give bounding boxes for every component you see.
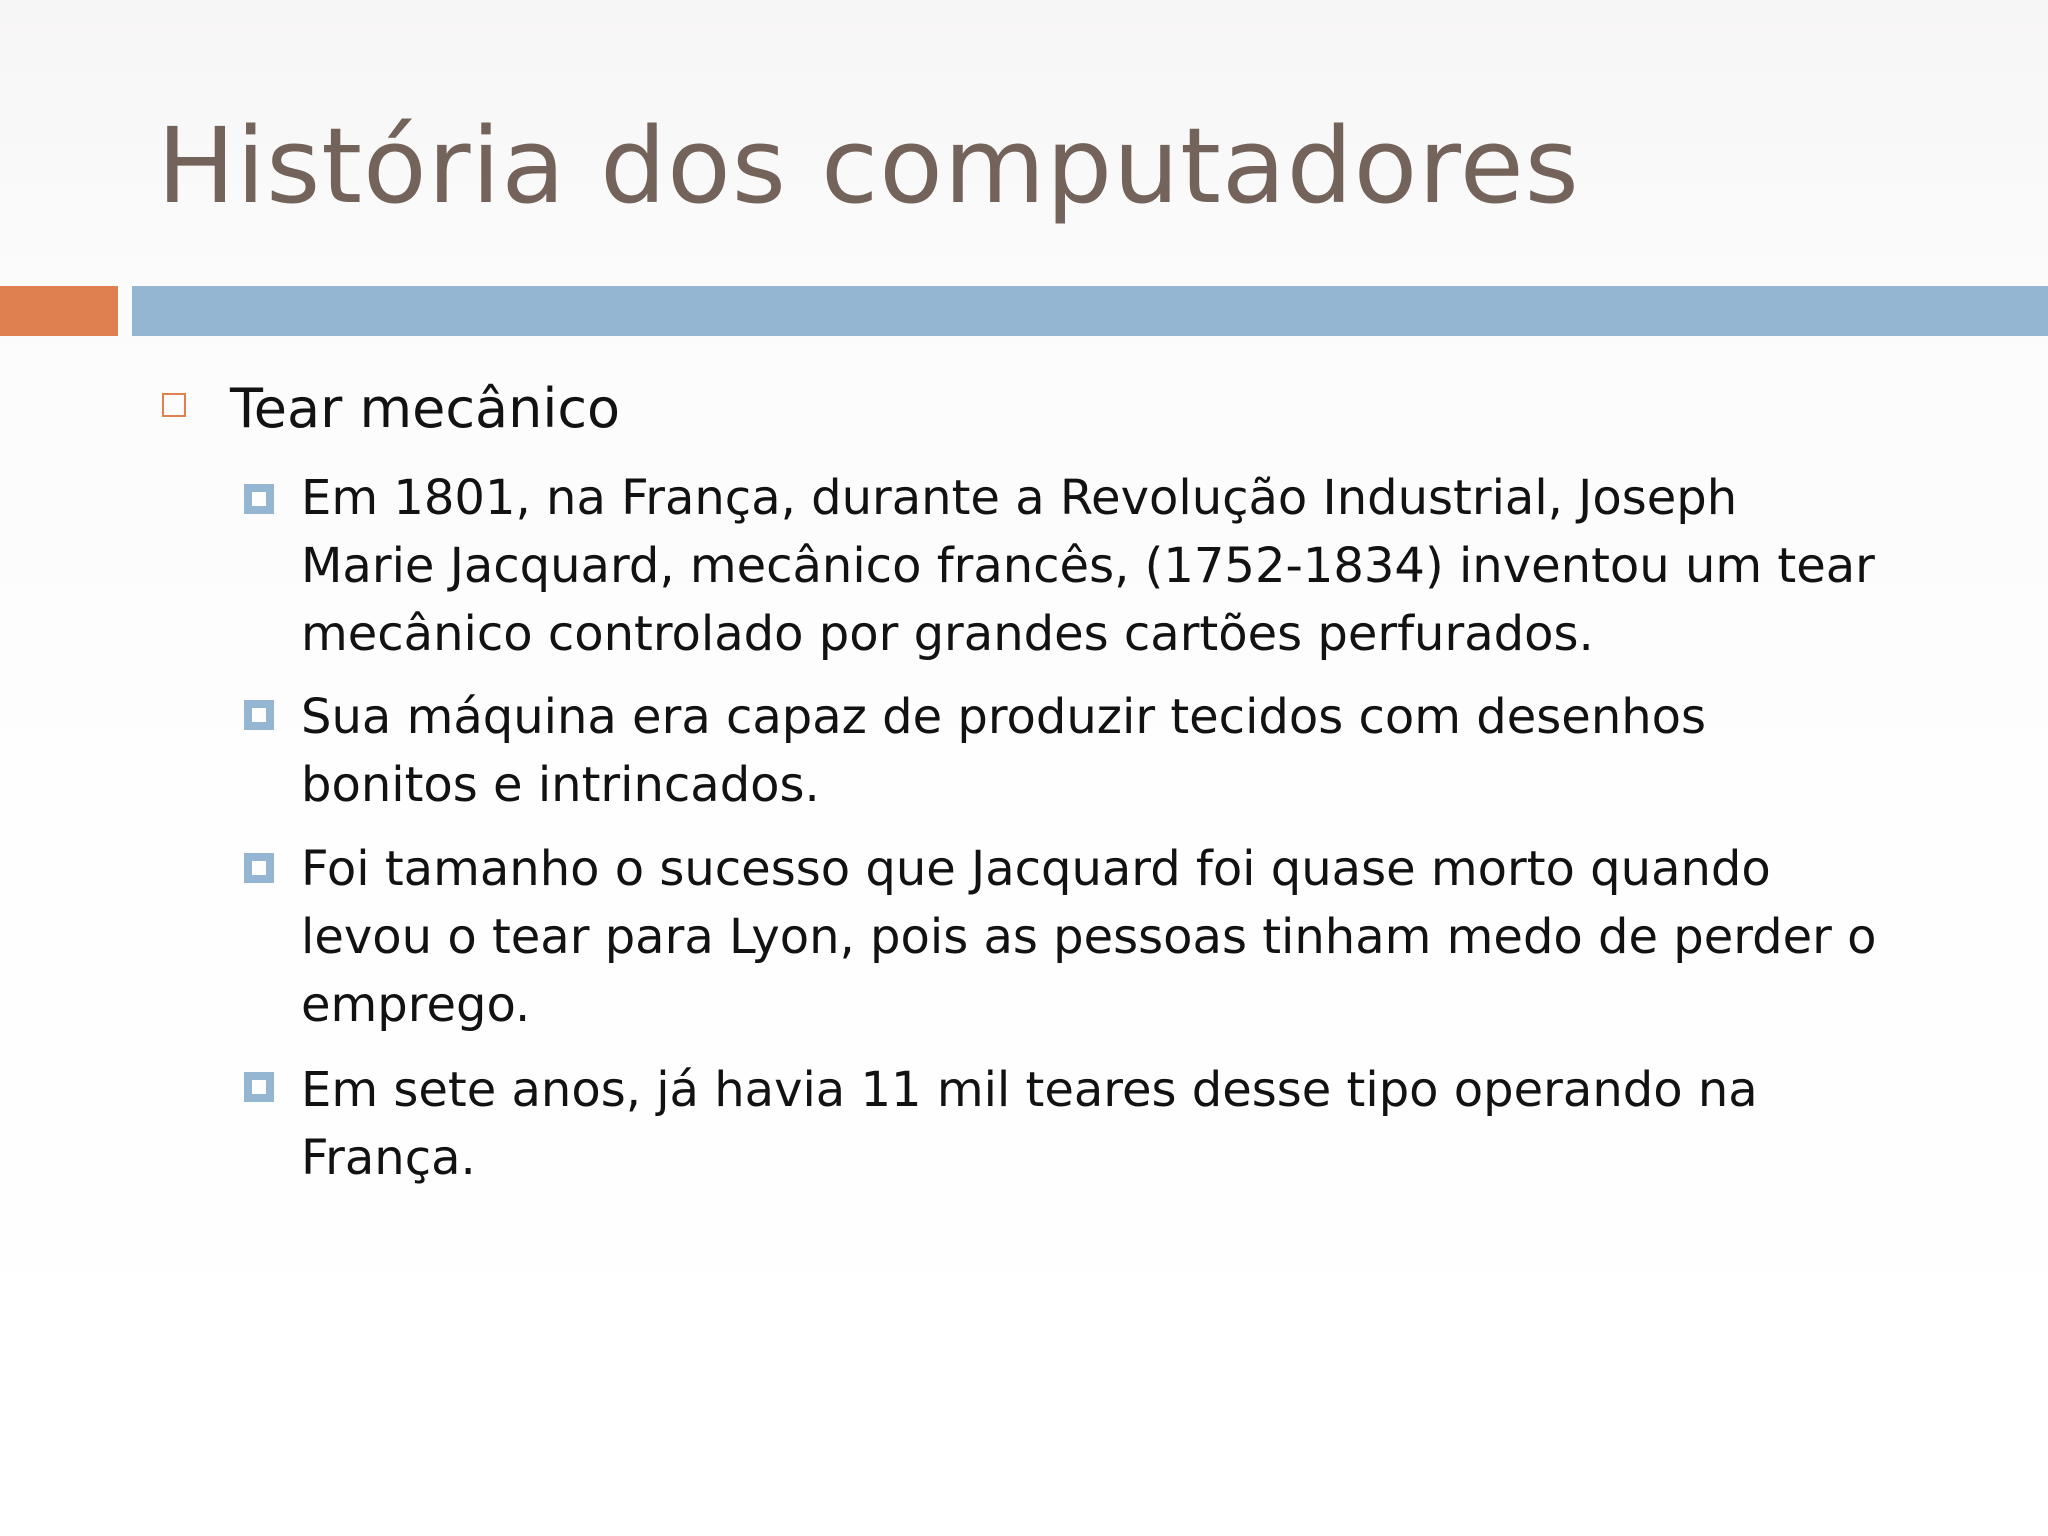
list-item-line: bonitos e intrincados. [301,757,820,813]
list-item-line: Sua máquina era capaz de produzir tecidos com desenhos [301,689,1707,745]
list-item-line: Em 1801, na França, durante a Revolução Industrial, Joseph [301,470,1738,526]
square-bullet-icon [244,1072,274,1102]
list-item-line: levou o tear para Lyon, pois as pessoas tinham medo de perder o [301,909,1877,965]
list-item-line: França. [301,1130,476,1186]
square-bullet-icon [244,853,274,883]
list-item-line: Marie Jacquard, mecânico francês, (1752-1834) inventou um tear [301,538,1875,594]
square-bullet-icon [244,484,274,514]
list-item-line: mecânico controlado por grandes cartões perfurados. [301,606,1594,662]
list-item [301,683,1981,819]
list-item-line: Em sete anos, já havia 11 mil teares desse tipo operando na [301,1062,1758,1118]
list-item [301,464,1981,668]
list-item-line: Foi tamanho o sucesso que Jacquard foi quase morto quando [301,841,1771,897]
list-item [301,1056,1981,1192]
slide-title: História dos computadores [157,105,1580,227]
bullet-heading: Tear mecânico [230,377,621,440]
square-bullet-icon [162,393,186,417]
list-item-line: emprego. [301,977,531,1033]
square-bullet-icon [244,700,274,730]
list-item [301,835,1981,1039]
